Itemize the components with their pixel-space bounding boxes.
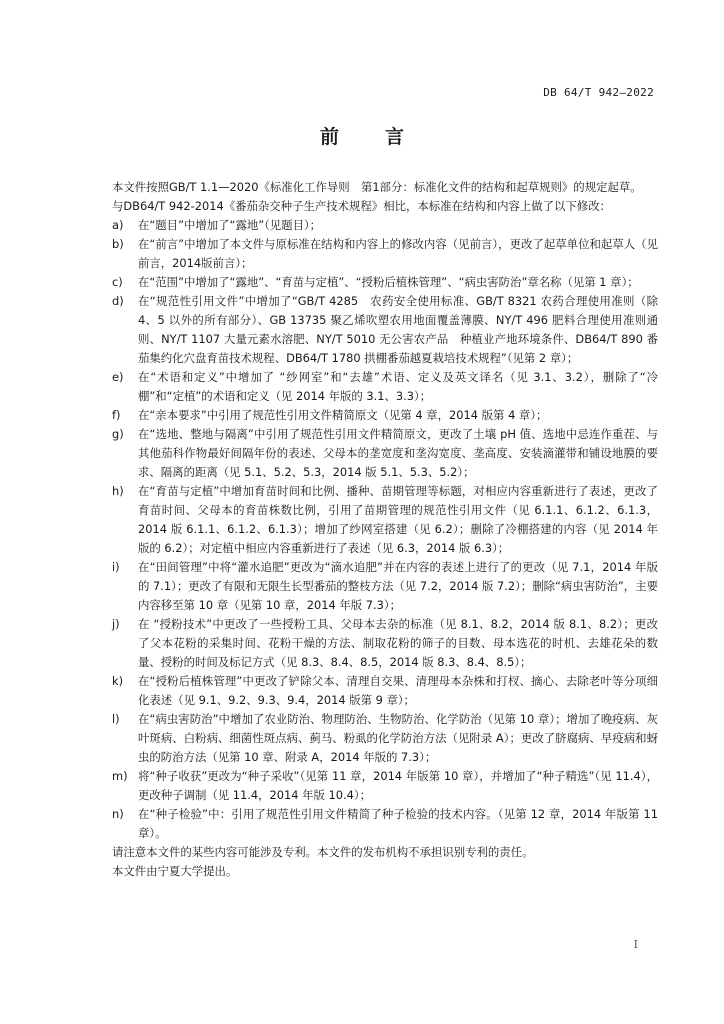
list-item [88, 672, 658, 710]
list-item [88, 558, 658, 615]
list-item [88, 615, 658, 672]
list-item-text: 在“前言”中增加了本文件与原标准在结构和内容上的修改内容（见前言），更改了起草单位和起草人（见前言，2014版前言）； [138, 237, 658, 270]
list-item-text: 在“病虫害防治”中增加了农业防治、物理防治、生物防治、化学防治（见第 10 章）；增加了晚疫病、灰叶斑病、白粉病、细菌性斑点病、蓟马、粉虱的化学防治方法（见附录 A）；更改了脐腐病、早疫病和蚜虫的防治方法（见第 10 章、附录 A，2014 年版的 7.3）； [138, 712, 658, 764]
document-body [88, 178, 658, 881]
list-item-marker: n) [112, 807, 124, 821]
list-item-text: 在“种子检验”中：引用了规范性引用文件精简了种子检验的技术内容。（见第 12 章，2014 年版第 11 章）。 [138, 807, 658, 840]
intro-paragraph-2: 与DB64/T 942-2014《番茄杂交种子生产技术规程》相比，本标准在结构和内容上做了以下修改： [112, 199, 612, 213]
list-item-marker: j) [112, 617, 120, 631]
list-item-marker: k) [112, 674, 124, 688]
closing-paragraph-2: 本文件由宁夏大学提出。 [112, 864, 238, 878]
list-item [88, 406, 658, 425]
list-item-marker: h) [112, 484, 124, 498]
changes-list [88, 216, 658, 843]
list-item-text: 在“范围”中增加了“露地”、“育苗与定植”、“授粉后植株管理”、“病虫害防治”章名称（见第 1 章）； [138, 275, 639, 289]
list-item-marker: d) [112, 294, 124, 308]
document-code: DB 64/T 942—2022 [543, 86, 654, 99]
list-item-marker: c) [112, 275, 123, 289]
list-item-marker: f) [112, 408, 121, 422]
list-item-text: 在“术语和定义”中增加了 “纱网室”和“去雄”术语、定义及英文译名（见 3.1、3.2），删除了“冷棚”和“定植”的术语和定义（见 2014 年版的 3.1、3.3）； [138, 370, 658, 403]
list-item [88, 235, 658, 273]
list-item-text: 在“田间管理”中将“灌水追肥”更改为“滴水追肥”并在内容的表述上进行了的更改（见 7.1，2014 年版的 7.1）；更改了有限和无限生长型番茄的整枝方法（见 7.2，2014 版 7.2）；删除“病虫害防治”，主要内容移至第 10 章（见第 10 章，2014 年版 7.3）； [138, 560, 658, 612]
list-item-marker: l) [112, 712, 120, 726]
list-item [88, 425, 658, 482]
list-item-marker: e) [112, 370, 124, 384]
title-text: 前言 [319, 126, 450, 148]
list-item-text: 在“选地、整地与隔离”中引用了规范性引用文件精简原文，更改了土壤 pH 值、选地中忌连作重茬、与其他茄科作物最好间隔年份的表述、父母本的垄宽度和垄沟宽度、垄高度、安装滴灌带和铺设地膜的要求、隔离的距离（见 5.1、5.2、5.3，2014 版 5.1、5.3、5.2）； [138, 427, 658, 479]
list-item-marker: m) [112, 769, 128, 783]
intro-paragraph-1: 本文件按照GB/T 1.1—2020《标准化工作导则 第1部分：标准化文件的结构和起草规则》的规定起草。 [112, 180, 642, 194]
list-item-marker: g) [112, 427, 124, 441]
list-item-text: 在“题目”中增加了“露地”（见题目）； [138, 218, 322, 232]
list-item-text: 在 “授粉技术”中更改了一些授粉工具、父母本去杂的标准（见 8.1、8.2，2014 版 8.1、8.2）；更改了父本花粉的采集时间、花粉干燥的方法、制取花粉的筛子的目数、母本选花的时机、去雄花朵的数量、授粉的时间及标记方式（见 8.3、8.4、8.5，2014 版 8.3、8.4、8.5）； [138, 617, 658, 669]
list-item-text: 在“规范性引用文件”中增加了“GB/T 4285 农药安全使用标准、GB/T 8321 农药合理使用准则（除 4、5 以外的所有部分）、GB 13735 聚乙烯吹塑农用地面覆盖薄膜、NY/T 496 肥料合理使用准则通则、NY/T 1107 大量元素水溶肥、NY/T 5010 无公害农产品 种植业产地环境条件、DB64/T 890 番茄集约化穴盘育苗技术规程、DB64/T 1780 拱棚番茄越夏栽培技术规程”（见第 2 章）； [138, 294, 658, 365]
list-item-text: 在“亲本要求”中引用了规范性引用文件精简原文（见第 4 章，2014 版第 4 章）； [138, 408, 548, 422]
list-item [88, 216, 658, 235]
list-item-text: 在“授粉后植株管理”中更改了铲除父本、清理自交果、清理母本杂株和打杈、摘心、去除老叶等分项细化表述（见 9.1、9.2、9.3、9.4，2014 版第 9 章）； [138, 674, 658, 707]
list-item-text: 将“种子收获”更改为“种子采收”（见第 11 章，2014 年版第 10 章），并增加了“种子精选”（见 11.4），更改种子调制（见 11.4，2014 年版 10.4）； [138, 769, 658, 802]
list-item [88, 767, 658, 805]
list-item-marker: i) [112, 560, 120, 574]
list-item [88, 805, 658, 843]
list-item-text: 在“育苗与定植”中增加育苗时间和比例、播种、苗期管理等标题，对相应内容重新进行了表述，更改了育苗时间、父母本的育苗株数比例，引用了苗期管理的规范性引用文件（见 6.1.1、6.1.2、6.1.3，2014 版 6.1.1、6.1.2、6.1.3）；增加了纱网室搭建（见 6.2）；删除了冷棚搭建的内容（见 2014 年版的 6.2）；对定植中相应内容重新进行了表述（见 6.3，2014 版 6.3）； [138, 484, 658, 555]
list-item [88, 710, 658, 767]
page-title [0, 122, 724, 149]
list-item [88, 482, 658, 558]
list-item [88, 368, 658, 406]
list-item-marker: a) [112, 218, 124, 232]
closing-paragraph-1: 请注意本文件的某些内容可能涉及专利。本文件的发布机构不承担识别专利的责任。 [112, 845, 534, 859]
list-item [88, 292, 658, 368]
list-item [88, 273, 658, 292]
list-item-marker: b) [112, 237, 124, 251]
page-number: I [633, 938, 638, 951]
